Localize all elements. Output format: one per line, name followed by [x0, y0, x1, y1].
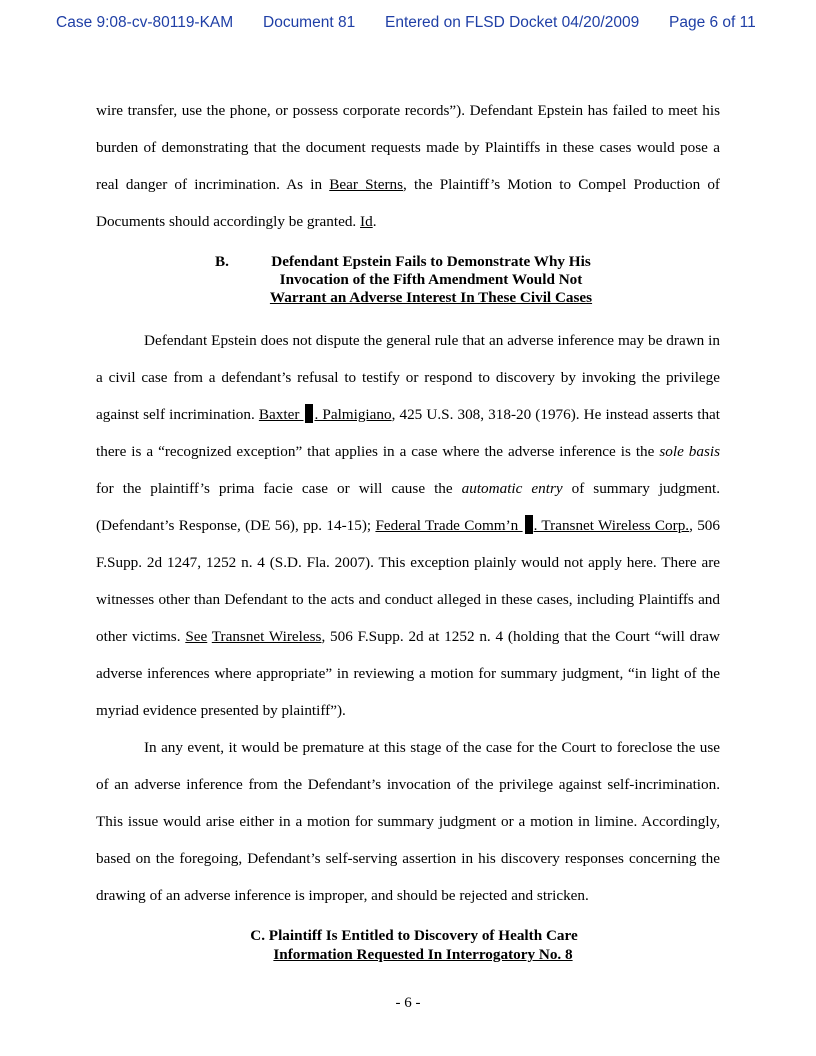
- citation-id: Id: [360, 213, 373, 230]
- page-number: - 6 -: [395, 995, 421, 1011]
- paragraph-3: In any event, it would be premature at this stage of the case for the Court to foreclose the use of an adverse inference from the Defendant’s invocation of the privilege against self-incrimination. This issue would arise either in a motion for summary judgment or a motion in limine. Accordingly, based on the foregoing, Defendant’s self-serving assertion in his discovery responses concerning the drawing of an adverse inference is improper, and should be rejected and stricken.: [96, 739, 720, 904]
- case-number: Case 9:08-cv-80119-KAM: [56, 14, 234, 31]
- section-heading-b: [96, 253, 720, 307]
- citation-bear-sterns: Bear Sterns: [329, 176, 404, 193]
- heading-b-line-2: Invocation of the Fifth Amendment Would Not: [279, 271, 583, 288]
- citation-transnet: Transnet Wireless: [211, 628, 322, 645]
- citation-baxter: Baxter . Palmigiano: [258, 406, 392, 423]
- citation-ftc: Federal Trade Comm’n . Transnet Wireless Corp.: [375, 517, 690, 534]
- section-letter-b: B.: [215, 253, 229, 270]
- signal-see: See: [185, 628, 208, 645]
- document-body: [96, 92, 720, 964]
- redaction-block: [305, 404, 313, 423]
- heading-c-line-2: Information Requested In Interrogatory No. 8: [273, 946, 573, 963]
- docket-entry-date: Entered on FLSD Docket 04/20/2009: [385, 14, 640, 31]
- heading-c-line-1: C. Plaintiff Is Entitled to Discovery of Health Care: [250, 927, 578, 944]
- heading-b-line-3: Warrant an Adverse Interest In These Civil Cases: [269, 289, 593, 306]
- redaction-block: [525, 515, 533, 534]
- section-heading-c: [96, 926, 720, 964]
- document-number: Document 81: [263, 14, 356, 31]
- page-count: Page 6 of 11: [669, 14, 756, 31]
- paragraph-2: Defendant Epstein does not dispute the general rule that an adverse inference may be drawn in a civil case from a defendant’s refusal to testify or respond to discovery by invoking the privilege against self incrimination. Baxter . Palmigiano, 425 U.S. 308, 318-20 (1976). He instead asserts that there is a “recognized exception” that applies in a case where the adverse inference is the sole basis for the plaintiff’s prima facie case or will cause the automatic entry of summary judgment. (Defendant’s Response, (DE 56), pp. 14-15); Federal Trade Comm’n . Transnet Wireless Corp., 506 F.Supp. 2d 1247, 1252 n. 4 (S.D. Fla. 2007). This exception plainly would not apply here. There are witnesses other than Defendant to the acts and conduct alleged in these cases, including Plaintiffs and other victims. See Transnet Wireless, 506 F.Supp. 2d at 1252 n. 4 (holding that the Court “will draw adverse inferences where appropriate” in reviewing a motion for summary judgment, “in light of the myriad evidence presented by plaintiff”).: [96, 332, 720, 719]
- heading-b-line-1: Defendant Epstein Fails to Demonstrate Why His: [271, 253, 591, 270]
- paragraph-1: wire transfer, use the phone, or possess corporate records”). Defendant Epstein has failed to meet his burden of demonstrating that the document requests made by Plaintiffs in these cases would pose a real danger of incrimination. As in Bear Sterns, the Plaintiff’s Motion to Compel Production of Documents should accordingly be granted. Id.: [96, 102, 720, 230]
